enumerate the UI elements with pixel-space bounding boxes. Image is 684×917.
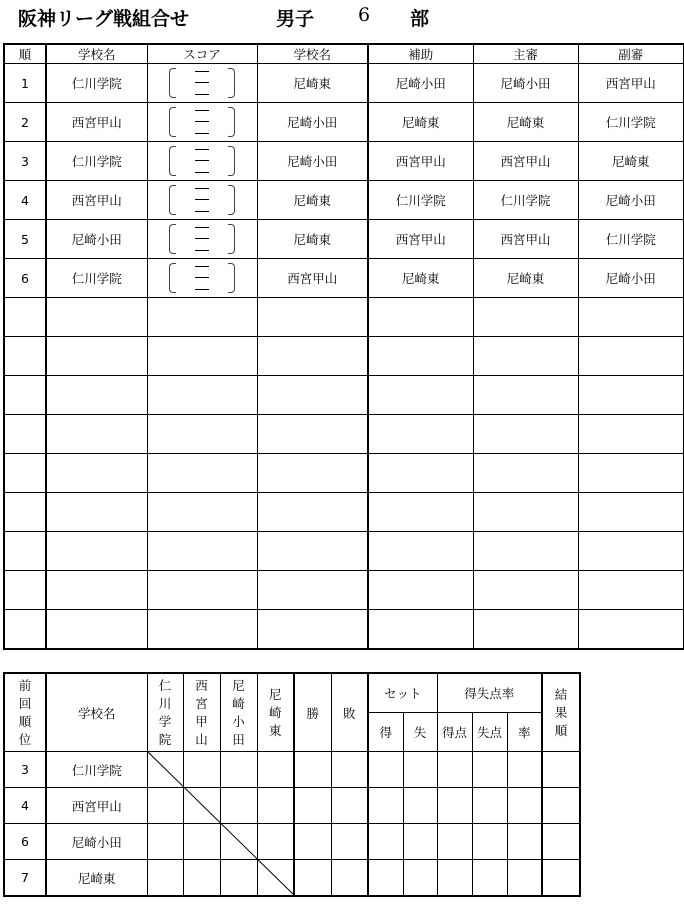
empty-cell <box>147 337 257 376</box>
empty-cell <box>473 337 578 376</box>
match-no: 1 <box>4 64 46 103</box>
empty-cell <box>147 610 257 650</box>
match-no: 6 <box>4 259 46 298</box>
empty-cell <box>46 532 147 571</box>
result-cell <box>257 788 294 824</box>
result-cell <box>403 824 437 860</box>
gender-label: 男子 <box>276 8 315 30</box>
win-header: 勝 <box>294 673 331 752</box>
standings-row <box>4 752 580 788</box>
empty-cell <box>368 298 473 337</box>
assist: 仁川学院 <box>368 181 473 220</box>
result-cell <box>147 860 183 897</box>
empty-match-row <box>4 493 684 532</box>
empty-cell <box>368 532 473 571</box>
col-header-no: 順 <box>4 44 46 64</box>
empty-cell <box>4 454 46 493</box>
empty-cell <box>4 571 46 610</box>
school-name: 西宮甲山 <box>46 788 147 824</box>
referee: 尼崎小田 <box>473 64 578 103</box>
empty-cell <box>473 415 578 454</box>
sub-referee: 尼崎小田 <box>578 181 684 220</box>
col-header-score: スコア <box>147 44 257 64</box>
empty-cell <box>257 376 368 415</box>
score-cell[interactable] <box>147 64 257 103</box>
empty-cell <box>578 610 684 650</box>
match-row <box>4 142 684 181</box>
empty-cell <box>473 610 578 650</box>
result-cell <box>331 824 368 860</box>
empty-cell <box>368 610 473 650</box>
prev-rank: 3 <box>4 752 46 788</box>
result-cell <box>331 788 368 824</box>
result-cell <box>507 752 542 788</box>
result-cell <box>368 788 403 824</box>
empty-cell <box>578 415 684 454</box>
match-no: 2 <box>4 103 46 142</box>
empty-cell <box>257 571 368 610</box>
empty-cell <box>46 610 147 650</box>
sub-referee: 尼崎小田 <box>578 259 684 298</box>
col-header-school-b: 学校名 <box>257 44 368 64</box>
result-cell <box>220 752 257 788</box>
score-bracket <box>169 222 235 256</box>
empty-cell <box>257 415 368 454</box>
points-against-header: 失点 <box>472 713 507 752</box>
match-row <box>4 220 684 259</box>
match-row <box>4 64 684 103</box>
empty-cell <box>368 454 473 493</box>
result-cell <box>472 788 507 824</box>
sub-referee: 尼崎東 <box>578 142 684 181</box>
school-name: 尼崎小田 <box>46 824 147 860</box>
assist: 尼崎小田 <box>368 64 473 103</box>
result-cell <box>437 824 472 860</box>
result-cell <box>472 860 507 897</box>
match-row <box>4 259 684 298</box>
result-cell <box>147 788 183 824</box>
result-rank-header: 結 果 順 <box>542 673 580 752</box>
match-no: 3 <box>4 142 46 181</box>
standings-row <box>4 860 580 897</box>
score-bracket <box>169 144 235 178</box>
team-b: 西宮甲山 <box>257 259 368 298</box>
result-cell <box>542 752 580 788</box>
referee: 尼崎東 <box>473 103 578 142</box>
standings-table <box>3 672 581 897</box>
result-cell <box>368 752 403 788</box>
match-no: 5 <box>4 220 46 259</box>
col-header-assist: 補助 <box>368 44 473 64</box>
standings-row <box>4 824 580 860</box>
standings-row <box>4 788 580 824</box>
empty-cell <box>578 298 684 337</box>
assist: 尼崎東 <box>368 103 473 142</box>
opp-header-amagasaki-higashi: 尼 崎 東 <box>257 673 294 752</box>
assist: 西宮甲山 <box>368 220 473 259</box>
empty-cell <box>578 532 684 571</box>
result-cell <box>403 860 437 897</box>
empty-cell <box>4 298 46 337</box>
result-cell <box>183 752 220 788</box>
empty-cell <box>147 571 257 610</box>
match-table <box>3 43 684 650</box>
empty-cell <box>46 298 147 337</box>
division-number: 6 <box>358 4 371 26</box>
score-bracket <box>169 183 235 217</box>
team-a: 西宮甲山 <box>46 103 147 142</box>
empty-cell <box>473 454 578 493</box>
points-for-header: 得点 <box>437 713 472 752</box>
rate-header: 率 <box>507 713 542 752</box>
result-cell <box>257 860 294 897</box>
empty-cell <box>147 376 257 415</box>
empty-cell <box>147 415 257 454</box>
result-cell <box>472 752 507 788</box>
empty-cell <box>46 415 147 454</box>
sub-referee: 仁川学院 <box>578 220 684 259</box>
result-cell <box>437 788 472 824</box>
match-table-header <box>4 44 684 64</box>
set-header: セット <box>368 673 437 713</box>
referee: 尼崎東 <box>473 259 578 298</box>
empty-cell <box>368 415 473 454</box>
result-cell <box>507 788 542 824</box>
result-cell <box>220 824 257 860</box>
col-header-referee: 主審 <box>473 44 578 64</box>
result-cell <box>257 824 294 860</box>
empty-cell <box>4 532 46 571</box>
result-cell <box>437 752 472 788</box>
result-cell <box>294 752 331 788</box>
empty-cell <box>46 337 147 376</box>
empty-cell <box>257 610 368 650</box>
score-cell[interactable] <box>147 220 257 259</box>
empty-match-row <box>4 532 684 571</box>
empty-cell <box>473 532 578 571</box>
empty-match-row <box>4 610 684 650</box>
empty-cell <box>368 376 473 415</box>
team-b: 尼崎小田 <box>257 142 368 181</box>
result-cell <box>331 860 368 897</box>
result-cell <box>183 824 220 860</box>
team-b: 尼崎東 <box>257 220 368 259</box>
assist: 西宮甲山 <box>368 142 473 181</box>
empty-match-row <box>4 337 684 376</box>
team-a: 西宮甲山 <box>46 181 147 220</box>
score-cell[interactable] <box>147 259 257 298</box>
empty-match-row <box>4 454 684 493</box>
sub-referee: 西宮甲山 <box>578 64 684 103</box>
empty-cell <box>257 454 368 493</box>
loss-header: 敗 <box>331 673 368 752</box>
score-cell[interactable] <box>147 142 257 181</box>
empty-cell <box>4 493 46 532</box>
set-lost-header: 失 <box>403 713 437 752</box>
empty-cell <box>4 337 46 376</box>
empty-cell <box>473 493 578 532</box>
result-cell <box>403 788 437 824</box>
empty-match-row <box>4 415 684 454</box>
referee: 仁川学院 <box>473 181 578 220</box>
team-a: 仁川学院 <box>46 259 147 298</box>
score-bracket <box>169 261 235 295</box>
school-name: 尼崎東 <box>46 860 147 897</box>
prev-rank: 6 <box>4 824 46 860</box>
empty-cell <box>368 337 473 376</box>
referee: 西宮甲山 <box>473 142 578 181</box>
empty-cell <box>46 493 147 532</box>
empty-cell <box>4 610 46 650</box>
team-a: 尼崎小田 <box>46 220 147 259</box>
result-cell <box>220 788 257 824</box>
empty-cell <box>46 454 147 493</box>
match-row <box>4 103 684 142</box>
match-row <box>4 181 684 220</box>
empty-cell <box>147 493 257 532</box>
result-cell <box>542 860 580 897</box>
empty-cell <box>368 493 473 532</box>
empty-cell <box>257 493 368 532</box>
empty-cell <box>46 376 147 415</box>
empty-cell <box>4 415 46 454</box>
empty-cell <box>473 376 578 415</box>
team-b: 尼崎小田 <box>257 103 368 142</box>
result-cell <box>147 824 183 860</box>
score-bracket <box>169 105 235 139</box>
result-cell <box>220 860 257 897</box>
empty-match-row <box>4 298 684 337</box>
result-cell <box>403 752 437 788</box>
result-cell <box>183 788 220 824</box>
empty-cell <box>473 571 578 610</box>
empty-cell <box>368 571 473 610</box>
empty-cell <box>147 532 257 571</box>
result-cell <box>183 860 220 897</box>
empty-cell <box>257 532 368 571</box>
set-won-header: 得 <box>368 713 403 752</box>
empty-cell <box>4 376 46 415</box>
empty-cell <box>578 493 684 532</box>
result-cell <box>507 860 542 897</box>
opp-header-amagasaki-oda: 尼 崎 小 田 <box>220 673 257 752</box>
referee: 西宮甲山 <box>473 220 578 259</box>
result-cell <box>368 860 403 897</box>
school-header: 学校名 <box>46 673 147 752</box>
result-cell <box>368 824 403 860</box>
result-cell <box>294 824 331 860</box>
team-a: 仁川学院 <box>46 142 147 181</box>
result-cell <box>294 788 331 824</box>
score-bracket <box>169 66 235 100</box>
result-cell <box>331 752 368 788</box>
empty-match-row <box>4 376 684 415</box>
empty-cell <box>257 337 368 376</box>
prev-rank: 7 <box>4 860 46 897</box>
sub-referee: 仁川学院 <box>578 103 684 142</box>
point-rate-header: 得失点率 <box>437 673 542 713</box>
result-cell <box>542 788 580 824</box>
match-no: 4 <box>4 181 46 220</box>
team-b: 尼崎東 <box>257 64 368 103</box>
col-header-sub-referee: 副審 <box>578 44 684 64</box>
empty-cell <box>147 454 257 493</box>
result-cell <box>472 824 507 860</box>
opp-header-nigawa: 仁 川 学 院 <box>147 673 183 752</box>
result-cell <box>437 860 472 897</box>
page-title: 阪神リーグ戦組合せ <box>18 8 190 30</box>
prev-rank-header: 前 回 順 位 <box>4 673 46 752</box>
empty-cell <box>257 298 368 337</box>
empty-cell <box>46 571 147 610</box>
school-name: 仁川学院 <box>46 752 147 788</box>
empty-cell <box>578 337 684 376</box>
col-header-school-a: 学校名 <box>46 44 147 64</box>
empty-cell <box>578 571 684 610</box>
score-cell[interactable] <box>147 103 257 142</box>
prev-rank: 4 <box>4 788 46 824</box>
team-b: 尼崎東 <box>257 181 368 220</box>
result-cell <box>147 752 183 788</box>
score-cell[interactable] <box>147 181 257 220</box>
opp-header-nishinomiya: 西 宮 甲 山 <box>183 673 220 752</box>
empty-cell <box>578 376 684 415</box>
empty-cell <box>147 298 257 337</box>
result-cell <box>507 824 542 860</box>
empty-match-row <box>4 571 684 610</box>
empty-cell <box>473 298 578 337</box>
empty-cell <box>578 454 684 493</box>
result-cell <box>542 824 580 860</box>
result-cell <box>257 752 294 788</box>
team-a: 仁川学院 <box>46 64 147 103</box>
result-cell <box>294 860 331 897</box>
assist: 尼崎東 <box>368 259 473 298</box>
division-label: 部 <box>410 8 430 30</box>
